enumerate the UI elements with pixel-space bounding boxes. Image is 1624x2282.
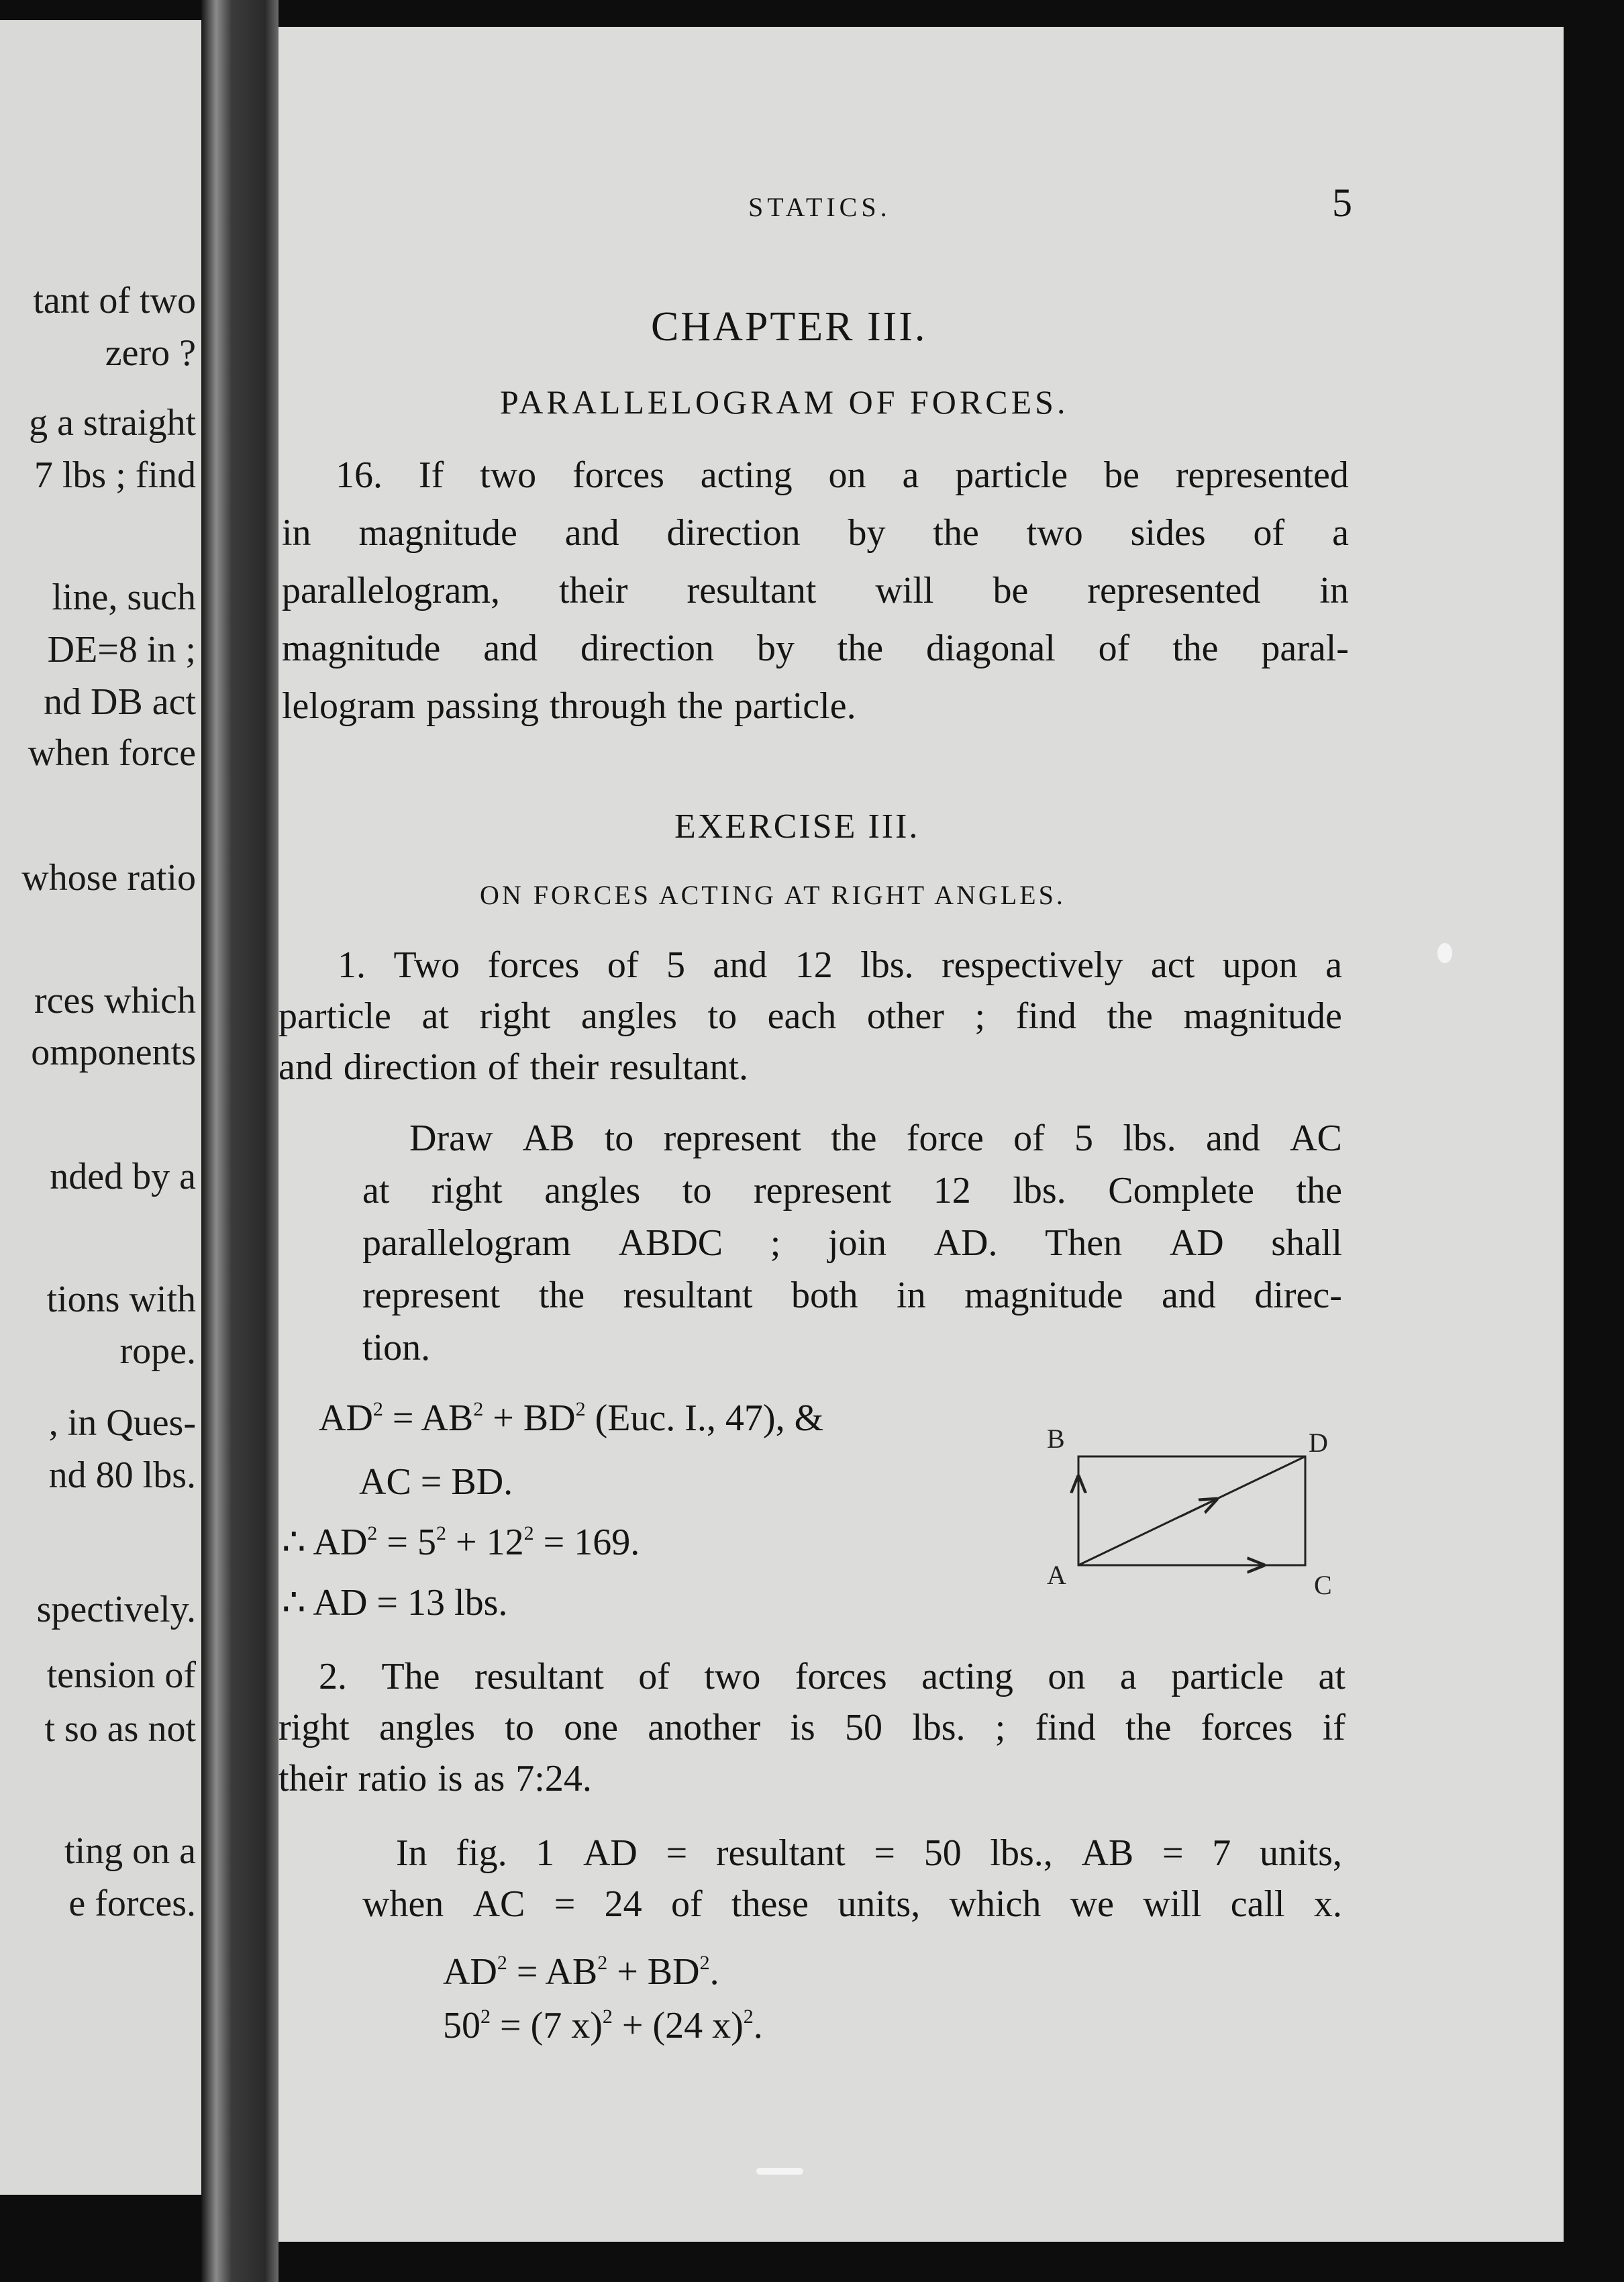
left-page-line: DE=8 in ; bbox=[47, 629, 196, 671]
proposition-line: 16. If two forces acting on a particle be represented bbox=[336, 454, 1349, 496]
equation-50-squared: $50^2 = (7$ x)$^2$ + (24 x)$^2$. bbox=[443, 2005, 763, 2046]
problem-line: and direction of their resultant. bbox=[278, 1046, 749, 1088]
left-page-line: zero ? bbox=[105, 332, 196, 374]
left-page-line: 7 lbs ; find bbox=[34, 454, 196, 496]
label-c: C bbox=[1314, 1570, 1332, 1600]
problem-line: right angles to one another is 50 lbs. ; find the forces if bbox=[278, 1707, 1346, 1748]
left-page-line: nd 80 lbs. bbox=[48, 1454, 196, 1496]
problem-line: particle at right angles to each other ; find the magnitude bbox=[278, 995, 1342, 1037]
problem-line: 1. Two forces of 5 and 12 lbs. respectively act upon a bbox=[338, 944, 1342, 986]
proposition-line: in magnitude and direction by the two sides of a bbox=[282, 512, 1349, 554]
arrow-ad bbox=[1181, 1500, 1215, 1516]
left-page-line: ting on a bbox=[64, 1830, 196, 1872]
left-page-line: e forces. bbox=[68, 1883, 196, 1924]
label-d: D bbox=[1309, 1428, 1328, 1458]
proposition-line: lelogram passing through the particle. bbox=[282, 685, 856, 727]
book-page bbox=[278, 27, 1564, 2242]
proposition-line: parallelogram, their resultant will be represented in bbox=[282, 570, 1349, 611]
solution-line: at right angles to represent 12 lbs. Complete the bbox=[362, 1170, 1342, 1211]
solution-line: represent the resultant both in magnitude and direc- bbox=[362, 1275, 1342, 1316]
problem-line: 2. The resultant of two forces acting on a particle at bbox=[319, 1656, 1346, 1697]
solution-line: parallelogram ABDC ; join AD. Then AD shall bbox=[362, 1222, 1342, 1264]
book-gutter bbox=[201, 0, 278, 2282]
running-head: STATICS. bbox=[748, 192, 891, 222]
exercise-title: EXERCISE III. bbox=[674, 807, 920, 846]
label-a: A bbox=[1047, 1560, 1066, 1590]
equation-ad-13: ∴ AD = 13 lbs. bbox=[282, 1582, 508, 1624]
equation-ac-equals-bd: AC = BD. bbox=[359, 1461, 513, 1503]
left-page-line: tions with bbox=[46, 1279, 196, 1320]
left-page-line: line, such bbox=[52, 577, 196, 618]
left-page-line: , in Ques- bbox=[48, 1402, 196, 1444]
left-page-line: nded by a bbox=[50, 1156, 196, 1197]
section-title: PARALLELOGRAM OF FORCES. bbox=[500, 383, 1069, 421]
solution-line: tion. bbox=[362, 1327, 431, 1369]
equation-ad-squared: $AD^2 = AB^2 + BD^2$ (Euc. I., 47), & bbox=[319, 1397, 824, 1439]
equation-ad-169: ∴ $AD^2 = 5^2 + 12^2 = 169$. bbox=[282, 1522, 640, 1563]
solution-line: when AC = 24 of these units, which we will call x. bbox=[362, 1883, 1342, 1925]
left-page-line: spectively. bbox=[36, 1589, 196, 1630]
left-page-line: g a straight bbox=[29, 402, 196, 444]
solution-line: In fig. 1 AD = resultant = 50 lbs., AB = 7 units, bbox=[396, 1832, 1342, 1874]
left-page-line: tension of bbox=[46, 1654, 196, 1696]
left-page-line: omponents bbox=[31, 1032, 196, 1073]
left-page-fragment bbox=[0, 20, 201, 2195]
problem-line: their ratio is as 7:24. bbox=[278, 1758, 592, 1799]
left-page-line: rope. bbox=[119, 1330, 196, 1372]
left-page-line: when force bbox=[28, 732, 196, 774]
left-page-line: whose ratio bbox=[21, 857, 196, 899]
chapter-title: CHAPTER III. bbox=[651, 304, 927, 350]
left-page-line: tant of two bbox=[33, 280, 196, 321]
left-page-line: rces which bbox=[34, 980, 196, 1022]
exercise-subtitle: ON FORCES ACTING AT RIGHT ANGLES. bbox=[480, 880, 1066, 910]
parallelogram-diagram bbox=[1027, 1399, 1342, 1601]
solution-line: Draw AB to represent the force of 5 lbs. and AC bbox=[409, 1118, 1342, 1159]
label-b: B bbox=[1047, 1424, 1065, 1454]
left-page-line: t so as not bbox=[44, 1708, 196, 1750]
left-page-line: nd DB act bbox=[43, 681, 196, 723]
equation-ad-squared-2: $AD^2 = AB^2 + BD^2$. bbox=[443, 1951, 719, 1993]
page-number: 5 bbox=[1332, 181, 1352, 225]
proposition-line: magnitude and direction by the diagonal of the paral- bbox=[282, 628, 1349, 669]
